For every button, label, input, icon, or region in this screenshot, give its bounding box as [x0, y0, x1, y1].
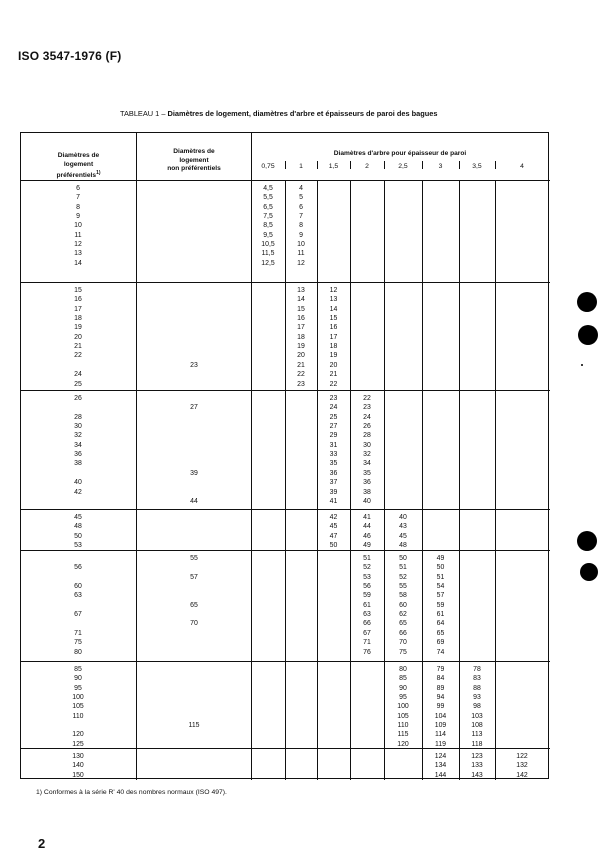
shaft-diameter: 70 — [399, 639, 407, 647]
shaft-diameter: 18 — [297, 333, 305, 341]
column-divider — [285, 180, 286, 780]
preferred-diameter: 56 — [74, 564, 82, 572]
shaft-diameter: 51 — [436, 573, 445, 581]
preferred-diameter: 6 — [76, 185, 80, 192]
shaft-diameter: 51 — [363, 555, 371, 562]
shaft-diameter: 120 — [397, 740, 409, 748]
shaft-diameter: 42 — [329, 514, 338, 521]
shaft-diameter: 85 — [399, 675, 407, 683]
shaft-diameter: 95 — [399, 694, 407, 702]
shaft-diameter: 123 — [471, 753, 483, 760]
shaft-diameter: 9,5 — [263, 231, 273, 239]
header-tick — [285, 161, 286, 169]
shaft-diameter: 12 — [329, 287, 338, 294]
shaft-diameter: 124 — [434, 753, 447, 760]
shaft-diameter: 66 — [399, 629, 407, 637]
preferred-diameter: 36 — [74, 451, 82, 459]
preferred-diameter: 60 — [74, 583, 82, 591]
header-preferred — [21, 152, 136, 181]
preferred-diameter: 24 — [74, 371, 82, 379]
preferred-diameter: 120 — [72, 731, 84, 739]
shaft-diameter: 9 — [299, 231, 303, 239]
header-preferred-line3-text: préférentiels — [56, 172, 97, 180]
column-divider — [495, 180, 496, 780]
column-divider — [384, 180, 385, 780]
non-preferred-diameter: 65 — [190, 601, 198, 609]
group-divider — [21, 282, 550, 283]
shaft-diameter: 58 — [399, 592, 407, 600]
shaft-diameter: 11 — [297, 250, 305, 258]
thickness-header: 2 — [365, 163, 369, 170]
shaft-diameter: 65 — [436, 629, 445, 637]
shaft-diameter: 22 — [297, 371, 305, 379]
shaft-diameter: 41 — [329, 497, 338, 505]
column-divider — [136, 133, 137, 780]
shaft-diameter: 25 — [329, 413, 338, 421]
shaft-diameter: 79 — [436, 666, 445, 673]
shaft-diameter: 12,5 — [261, 259, 275, 267]
shaft-diameter: 48 — [399, 542, 407, 550]
preferred-diameter: 45 — [74, 514, 82, 521]
shaft-diameter: 64 — [436, 620, 445, 628]
shaft-diameter: 134 — [434, 762, 447, 770]
shaft-diameter: 22 — [329, 380, 338, 388]
preferred-diameter: 18 — [74, 315, 82, 323]
shaft-diameter: 15 — [297, 305, 305, 313]
preferred-diameter: 32 — [74, 432, 82, 440]
preferred-diameter: 38 — [74, 460, 82, 468]
header-tick — [350, 161, 351, 169]
shaft-diameter: 61 — [363, 601, 371, 609]
shaft-diameter: 143 — [471, 771, 483, 779]
preferred-diameter: 12 — [74, 241, 82, 249]
shaft-diameter: 75 — [399, 648, 407, 656]
shaft-diameter: 103 — [471, 712, 483, 720]
preferred-diameter: 19 — [74, 324, 82, 332]
preferred-diameter: 71 — [74, 629, 82, 637]
footnote: 1) Conformes à la série R' 40 des nombres normaux (ISO 497). — [36, 789, 227, 796]
column-divider — [350, 180, 351, 780]
group-divider — [21, 509, 550, 510]
preferred-diameter: 110 — [72, 712, 84, 720]
shaft-diameter: 133 — [471, 762, 483, 770]
shaft-diameter: 122 — [516, 753, 528, 760]
shaft-diameter: 90 — [399, 684, 407, 692]
shaft-diameter: 99 — [436, 703, 445, 711]
preferred-diameter: 28 — [74, 413, 82, 421]
shaft-diameter: 49 — [436, 555, 445, 562]
shaft-diameter: 30 — [363, 441, 371, 449]
shaft-diameter: 32 — [363, 451, 371, 459]
header-nonpref-line1: Diamètres de — [173, 148, 215, 155]
shaft-diameter: 76 — [363, 648, 371, 656]
shaft-diameter: 14 — [329, 305, 338, 313]
scan-speck-decoration — [581, 364, 583, 366]
shaft-diameter: 40 — [399, 514, 407, 521]
shaft-diameter: 65 — [399, 620, 407, 628]
preferred-diameter: 50 — [74, 532, 82, 540]
dimension-table — [20, 132, 549, 779]
header-preferred-line2: logement — [63, 160, 94, 168]
shaft-diameter: 113 — [471, 731, 483, 739]
preferred-diameter: 150 — [72, 771, 84, 779]
non-preferred-diameter: 57 — [190, 573, 198, 581]
page-number: 2 — [38, 836, 46, 851]
shaft-diameter: 74 — [436, 648, 445, 656]
shaft-diameter: 5,5 — [263, 194, 273, 202]
shaft-diameter: 46 — [363, 532, 371, 540]
thickness-header: 1 — [299, 163, 303, 170]
punch-hole-decoration — [577, 531, 597, 551]
header-preferred-line3 — [21, 169, 136, 181]
shaft-diameter: 66 — [363, 620, 371, 628]
preferred-diameter: 67 — [74, 611, 82, 619]
non-preferred-diameter: 27 — [190, 404, 198, 412]
shaft-diameter: 83 — [473, 675, 481, 683]
shaft-diameter: 10,5 — [261, 241, 275, 249]
shaft-diameter: 24 — [329, 404, 338, 412]
shaft-diameter: 36 — [329, 469, 338, 477]
preferred-diameter: 22 — [74, 352, 82, 360]
shaft-diameter: 114 — [435, 731, 446, 739]
preferred-diameter: 21 — [74, 343, 82, 351]
shaft-diameter: 69 — [436, 639, 445, 647]
shaft-diameter: 57 — [436, 592, 445, 600]
header-non-preferred — [137, 148, 251, 174]
shaft-diameter: 84 — [436, 675, 445, 683]
header-tick — [422, 161, 423, 169]
preferred-diameter: 105 — [72, 703, 84, 711]
shaft-diameter: 28 — [363, 432, 371, 440]
shaft-diameter: 132 — [516, 762, 528, 770]
thickness-header: 3 — [438, 163, 443, 170]
caption-title: Diamètres de logement, diamètres d'arbre et épaisseurs de paroi des bagues — [167, 109, 438, 118]
thickness-header: 2,5 — [398, 163, 408, 170]
shaft-diameter: 59 — [436, 601, 445, 609]
shaft-diameter: 26 — [363, 423, 371, 431]
header-tick — [495, 161, 496, 169]
shaft-diameter: 78 — [473, 666, 481, 673]
preferred-diameter: 17 — [74, 305, 82, 313]
shaft-diameter: 98 — [473, 703, 481, 711]
shaft-diameter: 93 — [473, 694, 481, 702]
shaft-diameter: 52 — [399, 573, 407, 581]
shaft-diameter: 17 — [329, 333, 338, 341]
shaft-diameter: 94 — [436, 694, 445, 702]
shaft-diameter: 36 — [363, 479, 371, 487]
shaft-diameter: 49 — [363, 542, 371, 550]
shaft-diameter: 10 — [297, 241, 305, 249]
non-preferred-diameter: 115 — [188, 722, 200, 730]
shaft-diameter: 4,5 — [263, 185, 273, 192]
shaft-diameter: 37 — [329, 479, 338, 487]
shaft-diameter: 11,5 — [261, 250, 275, 258]
shaft-diameter: 89 — [436, 684, 445, 692]
shaft-diameter: 105 — [397, 712, 409, 720]
shaft-diameter: 54 — [436, 583, 445, 591]
group-divider — [21, 550, 550, 551]
shaft-diameter: 115 — [397, 731, 409, 739]
preferred-diameter: 53 — [74, 542, 82, 550]
preferred-diameter: 10 — [74, 222, 82, 230]
shaft-diameter: 43 — [399, 523, 407, 531]
shaft-diameter: 8,5 — [263, 222, 273, 230]
non-preferred-diameter: 70 — [190, 620, 198, 628]
shaft-diameter: 35 — [363, 469, 371, 477]
shaft-diameter: 22 — [363, 395, 371, 402]
shaft-diameter: 53 — [363, 573, 371, 581]
thickness-header: 3,5 — [472, 163, 482, 170]
shaft-diameter: 40 — [363, 497, 371, 505]
shaft-diameter: 20 — [329, 361, 338, 369]
shaft-diameter: 21 — [329, 371, 338, 379]
preferred-diameter: 14 — [74, 259, 82, 267]
preferred-diameter: 15 — [74, 287, 82, 294]
preferred-diameter: 90 — [74, 675, 82, 683]
punch-hole-decoration — [577, 292, 597, 312]
shaft-diameter: 13 — [329, 296, 338, 304]
shaft-diameter: 19 — [297, 343, 305, 351]
shaft-diameter: 13 — [297, 287, 305, 294]
shaft-diameter: 45 — [399, 532, 407, 540]
preferred-diameter: 42 — [74, 488, 82, 496]
shaft-diameter: 50 — [399, 555, 407, 562]
shaft-diameter: 67 — [363, 629, 371, 637]
preferred-diameter: 80 — [74, 648, 82, 656]
shaft-diameter: 16 — [329, 324, 338, 332]
preferred-diameter: 7 — [76, 194, 80, 202]
shaft-diameter: 21 — [297, 361, 305, 369]
shaft-diameter: 88 — [473, 684, 481, 692]
shaft-diameter: 62 — [399, 611, 407, 619]
header-divider — [21, 180, 550, 181]
non-preferred-diameter: 39 — [190, 469, 198, 477]
header-tick — [317, 161, 318, 169]
shaft-diameter: 109 — [434, 722, 447, 730]
shaft-diameter: 31 — [329, 441, 338, 449]
shaft-diameter: 5 — [299, 194, 303, 202]
shaft-diameter: 45 — [329, 523, 338, 531]
shaft-diameter: 6,5 — [263, 203, 273, 211]
shaft-diameter: 14 — [297, 296, 305, 304]
preferred-diameter: 30 — [74, 423, 82, 431]
shaft-diameter: 119 — [435, 740, 446, 748]
shaft-diameter: 35 — [329, 460, 338, 468]
shaft-diameter: 52 — [363, 564, 371, 572]
shaft-diameter: 23 — [363, 404, 371, 412]
header-nonpref-line3: non préférentiels — [167, 165, 221, 172]
preferred-diameter: 75 — [74, 639, 82, 647]
shaft-diameter: 15 — [329, 315, 338, 323]
document-id: ISO 3547-1976 (F) — [18, 49, 122, 63]
shaft-diameter: 24 — [363, 413, 371, 421]
preferred-diameter: 9 — [76, 213, 80, 221]
shaft-diameter: 34 — [363, 460, 371, 468]
table-caption — [120, 109, 438, 118]
shaft-diameter: 6 — [299, 203, 303, 211]
shaft-diameter: 4 — [299, 185, 303, 192]
header-nonpref-line2: logement — [179, 156, 209, 164]
shaft-diameter: 144 — [434, 771, 447, 779]
shaft-diameter: 108 — [471, 722, 483, 730]
shaft-diameter: 17 — [297, 324, 305, 332]
preferred-diameter: 34 — [74, 441, 82, 449]
footnote-mark: 1) — [96, 170, 101, 176]
caption-prefix: TABLEAU 1 – — [120, 109, 168, 118]
shaft-diameter: 41 — [363, 514, 371, 521]
shaft-diameter: 59 — [363, 592, 371, 600]
preferred-diameter: 16 — [74, 296, 82, 304]
non-preferred-diameter: 23 — [190, 361, 198, 369]
shaft-diameter: 60 — [399, 601, 407, 609]
preferred-diameter: 13 — [74, 250, 82, 258]
column-divider — [422, 180, 423, 780]
non-preferred-diameter: 55 — [190, 555, 198, 562]
non-preferred-diameter: 44 — [190, 497, 198, 505]
shaft-diameter: 44 — [363, 523, 371, 531]
header-tick — [459, 161, 460, 169]
preferred-diameter: 140 — [72, 762, 84, 770]
shaft-diameter: 50 — [436, 564, 445, 572]
preferred-diameter: 125 — [72, 740, 84, 748]
header-shaft-group: Diamètres d'arbre pour épaisseur de paroi — [333, 150, 467, 157]
shaft-diameter: 39 — [329, 488, 338, 496]
shaft-diameter: 33 — [329, 451, 338, 459]
shaft-diameter: 8 — [299, 222, 303, 230]
preferred-diameter: 40 — [74, 479, 82, 487]
preferred-diameter: 85 — [74, 666, 82, 673]
shaft-diameter: 29 — [329, 432, 338, 440]
thickness-header: 1,5 — [328, 163, 339, 170]
shaft-diameter: 7 — [299, 213, 303, 221]
shaft-diameter: 80 — [399, 666, 407, 673]
shaft-diameter: 27 — [329, 423, 338, 431]
shaft-diameter: 7,5 — [263, 213, 273, 221]
preferred-diameter: 8 — [76, 203, 80, 211]
preferred-diameter: 100 — [72, 694, 84, 702]
shaft-diameter: 118 — [471, 740, 483, 748]
shaft-diameter: 19 — [329, 352, 338, 360]
shaft-diameter: 56 — [363, 583, 371, 591]
shaft-diameter: 71 — [363, 639, 371, 647]
preferred-diameter: 63 — [74, 592, 82, 600]
header-preferred-line1: Diamètres de — [57, 152, 100, 159]
preferred-diameter: 130 — [72, 753, 84, 760]
column-divider — [251, 133, 252, 780]
shaft-diameter: 50 — [329, 542, 338, 550]
punch-hole-decoration — [578, 325, 598, 345]
group-divider — [21, 390, 550, 391]
preferred-diameter: 20 — [74, 333, 82, 341]
column-divider — [459, 180, 460, 780]
preferred-diameter: 26 — [74, 395, 82, 402]
shaft-diameter: 38 — [363, 488, 371, 496]
shaft-diameter: 18 — [329, 343, 338, 351]
preferred-diameter: 48 — [74, 523, 82, 531]
shaft-diameter: 142 — [516, 771, 528, 779]
shaft-diameter: 104 — [434, 712, 447, 720]
shaft-diameter: 23 — [297, 380, 305, 388]
shaft-diameter: 63 — [363, 611, 371, 619]
thickness-header: 4 — [520, 163, 524, 170]
preferred-diameter: 11 — [74, 231, 82, 239]
shaft-diameter: 16 — [297, 315, 305, 323]
shaft-diameter: 55 — [399, 583, 407, 591]
shaft-diameter: 23 — [329, 395, 338, 402]
shaft-diameter: 47 — [329, 532, 338, 540]
preferred-diameter: 25 — [74, 380, 82, 388]
shaft-diameter: 12 — [297, 259, 305, 267]
shaft-diameter: 110 — [397, 722, 409, 730]
shaft-diameter: 61 — [436, 611, 445, 619]
preferred-diameter: 95 — [74, 684, 82, 692]
shaft-diameter: 51 — [399, 564, 407, 572]
shaft-diameter: 100 — [397, 703, 409, 711]
thickness-header: 0,75 — [261, 163, 275, 170]
punch-hole-decoration — [580, 563, 598, 581]
shaft-diameter: 20 — [297, 352, 305, 360]
header-tick — [384, 161, 385, 169]
group-divider — [21, 661, 550, 662]
